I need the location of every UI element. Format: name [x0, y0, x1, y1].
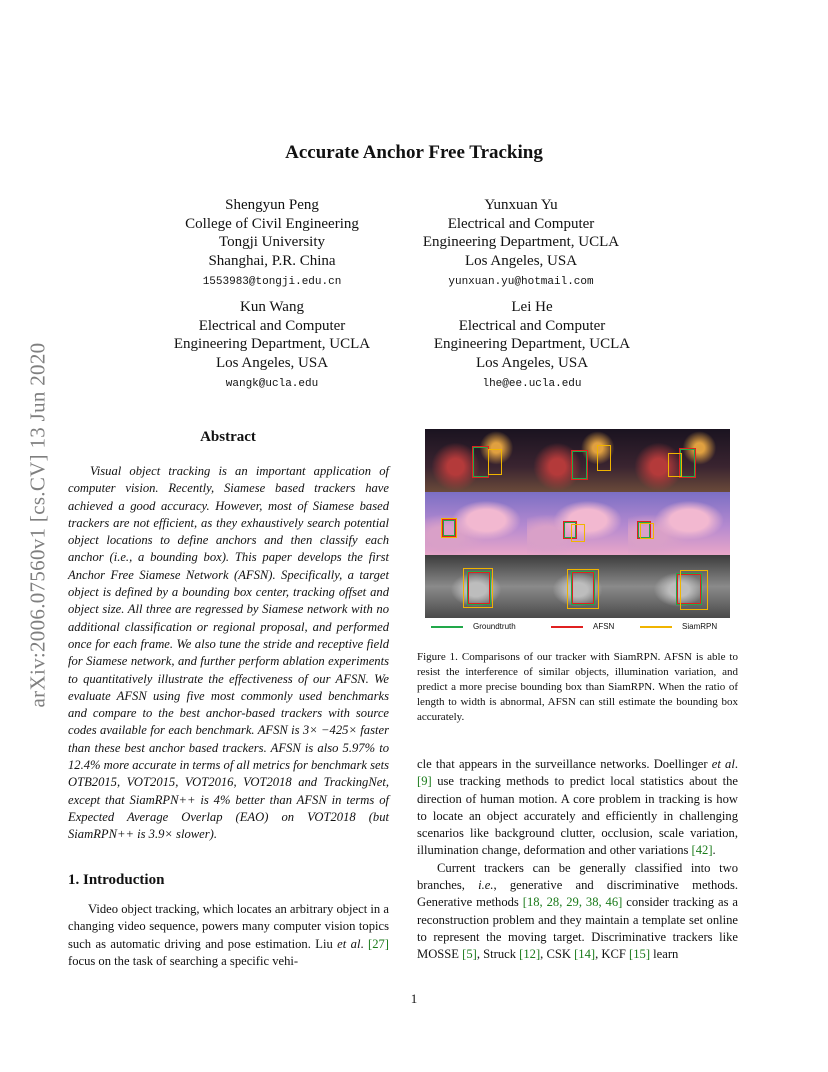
- text-run: learn: [650, 947, 679, 962]
- author-email[interactable]: 1553983@tongji.edu.cn: [202, 275, 342, 288]
- legend-item-siamrpn: [640, 622, 717, 631]
- author-affiliation: Los Angeles, USA: [475, 355, 589, 372]
- author-affiliation: Los Angeles, USA: [464, 253, 578, 270]
- abstract-body: [68, 463, 389, 844]
- siamrpn-box: [441, 518, 457, 538]
- author-name: Kun Wang: [240, 299, 304, 315]
- arxiv-sidebar: [18, 290, 58, 760]
- siamrpn-box: [640, 523, 654, 539]
- legend-item-afsn: [551, 622, 614, 631]
- figure-legend: [425, 619, 730, 635]
- text-run: focus on the task of searching a specific vehi-: [68, 953, 299, 968]
- citation-link[interactable]: [9]: [417, 774, 432, 789]
- abstract-text: Visual object tracking is an important application of computer vision. Recently, Siamese based trackers have achieved a good accuracy. However, most of Siamese based trackers are not efficient, as they exhaustively search potential object locations to define anchors and then classify each anchor (i.e., a bounding box). This paper develops the first Anchor Free Siamese Network (AFSN). Specifically, a target object is defined by a bounding box center, tracking offset and object size. All three are regressed by Siamese network with no additional classification or regional proposal, and performed once for each frame. We also tune the stride and receptive field for Siamese network, and further perform ablation experiments to quantitatively illustrate the effectiveness of our AFSN. We evaluate AFSN using five most commonly used benchmarks and compare to the best anchor-based trackers with source codes available for each benchmark. AFSN is 3× −425× faster than these best anchor based trackers. AFSN is also 5.97% to 12.4% more accurate in terms of all metrics for benchmark sets OTB2015, VOT2015, VOT2016, VOT2018 and TrackingNet, except that SiamRPN++ is 4% better than AFSN in terms of Expected Average Overlap (EAO) on VOT2018 (but SiamRPN++ is 3.9× slower).: [68, 464, 389, 842]
- text-run: et al: [711, 757, 735, 771]
- legend-label: SiamRPN: [682, 622, 718, 631]
- figure-frame: [628, 429, 730, 492]
- author-affiliation: Los Angeles, USA: [215, 355, 329, 372]
- author-affiliation: Electrical and Computer: [198, 317, 346, 334]
- paper-title: Accurate Anchor Free Tracking: [285, 142, 543, 163]
- text-run: .: [734, 757, 738, 771]
- introduction-body: [68, 901, 389, 970]
- author-affiliation: Electrical and Computer: [447, 215, 595, 232]
- author-name: Yunxuan Yu: [484, 197, 558, 213]
- text-run: et al: [337, 936, 361, 951]
- figure-frame: [527, 492, 629, 555]
- arxiv-id: arXiv:2006.07560v1 [cs.CV] 13 Jun 2020: [25, 342, 50, 708]
- figure-frame: [628, 555, 730, 618]
- text-run: , KCF: [595, 947, 630, 962]
- figure-frame: [425, 492, 527, 555]
- text-run: , CSK: [540, 947, 575, 962]
- page-number: 1: [410, 991, 418, 1006]
- text-run: .: [712, 843, 716, 858]
- citation-link[interactable]: [27]: [368, 936, 389, 951]
- afsn-box: [571, 450, 588, 480]
- text-run: consider tracking as a reconstruction problem and they maintain a template set online to represent the moving target. Discriminative trackers like MOSSE: [417, 895, 739, 962]
- siamrpn-box: [597, 445, 611, 471]
- legend-label: Groundtruth: [473, 622, 516, 631]
- legend-swatch: [640, 626, 672, 628]
- text-run: use tracking methods to predict local statistics about the direction of human motion. A core problem in tracking is how to locate an object accurately and efficiently in challenging scenarios like background clutter, occlusion, scale variation, illumination change, deformation and other variations: [417, 774, 738, 858]
- citation-link[interactable]: [14]: [574, 947, 596, 962]
- citation-link[interactable]: [5]: [462, 947, 477, 962]
- author-affiliation: Engineering Department, UCLA: [173, 336, 371, 353]
- legend-item-groundtruth: [431, 622, 516, 631]
- right-column-body: [417, 756, 738, 964]
- author-block: [381, 196, 661, 290]
- legend-swatch: [431, 626, 463, 628]
- siamrpn-box: [668, 453, 682, 477]
- text-run: Current trackers can be generally classified into two branches,: [417, 860, 738, 893]
- citation-link[interactable]: [12]: [519, 947, 541, 962]
- text-run: Video object tracking, which locates an arbitrary object in a changing video sequence, powers many computer vision topics such as automatic driving and pose estimation. Liu: [68, 902, 389, 951]
- figure-frame: [628, 492, 730, 555]
- siamrpn-box: [567, 569, 599, 609]
- legend-label: AFSN: [593, 622, 615, 631]
- author-block: [392, 298, 672, 392]
- author-affiliation: Electrical and Computer: [458, 317, 606, 334]
- afsn-box: [472, 446, 489, 478]
- siamrpn-box: [488, 449, 502, 475]
- figure-frame: [425, 555, 527, 618]
- text-run: .: [360, 936, 369, 951]
- author-name: Lei He: [511, 299, 553, 315]
- text-run: cle that appears in the surveillance networks. Doellinger: [417, 757, 712, 771]
- citation-link[interactable]: [42]: [691, 843, 713, 858]
- paragraph: [417, 860, 738, 964]
- citation-link[interactable]: [18, 28, 29, 38, 46]: [522, 895, 623, 910]
- author-block: [132, 298, 412, 392]
- text-run: i.e.: [478, 878, 494, 893]
- legend-swatch: [551, 626, 583, 628]
- siamrpn-box: [680, 570, 708, 610]
- author-email[interactable]: yunxuan.yu@hotmail.com: [448, 275, 594, 288]
- author-email[interactable]: lhe@ee.ucla.edu: [482, 377, 582, 390]
- author-email[interactable]: wangk@ucla.edu: [225, 377, 319, 390]
- author-name: Shengyun Peng: [225, 197, 319, 213]
- figure-1: [425, 429, 730, 631]
- figure-frame: [425, 429, 527, 492]
- author-affiliation: Shanghai, P.R. China: [208, 253, 336, 270]
- text-run: , generative and discriminative methods. Generative methods: [417, 878, 738, 910]
- figure-frame: [527, 429, 629, 492]
- paragraph: [417, 756, 738, 860]
- section-heading-introduction: 1. Introduction: [68, 872, 165, 888]
- citation-link[interactable]: [15]: [629, 947, 651, 962]
- figure-caption: Figure 1. Comparisons of our tracker with SiamRPN. AFSN is able to resist the interference of similar objects, illumination variation, and predict a more precise bounding box than SiamRPN. When the ratio of length to width is abnormal, AFSN can still estimate the bounding box accurately.: [417, 651, 738, 723]
- figure-frame: [527, 555, 629, 618]
- author-block: [132, 196, 412, 290]
- text-run: , Struck: [476, 947, 520, 962]
- abstract-heading: Abstract: [200, 429, 256, 445]
- author-affiliation: Engineering Department, UCLA: [422, 234, 620, 251]
- siamrpn-box: [571, 524, 585, 542]
- author-affiliation: Tongji University: [218, 234, 326, 251]
- paragraph: [68, 901, 389, 970]
- siamrpn-box: [463, 568, 493, 608]
- author-affiliation: Engineering Department, UCLA: [433, 336, 631, 353]
- author-affiliation: College of Civil Engineering: [185, 215, 359, 232]
- figure-image-grid: [425, 429, 730, 618]
